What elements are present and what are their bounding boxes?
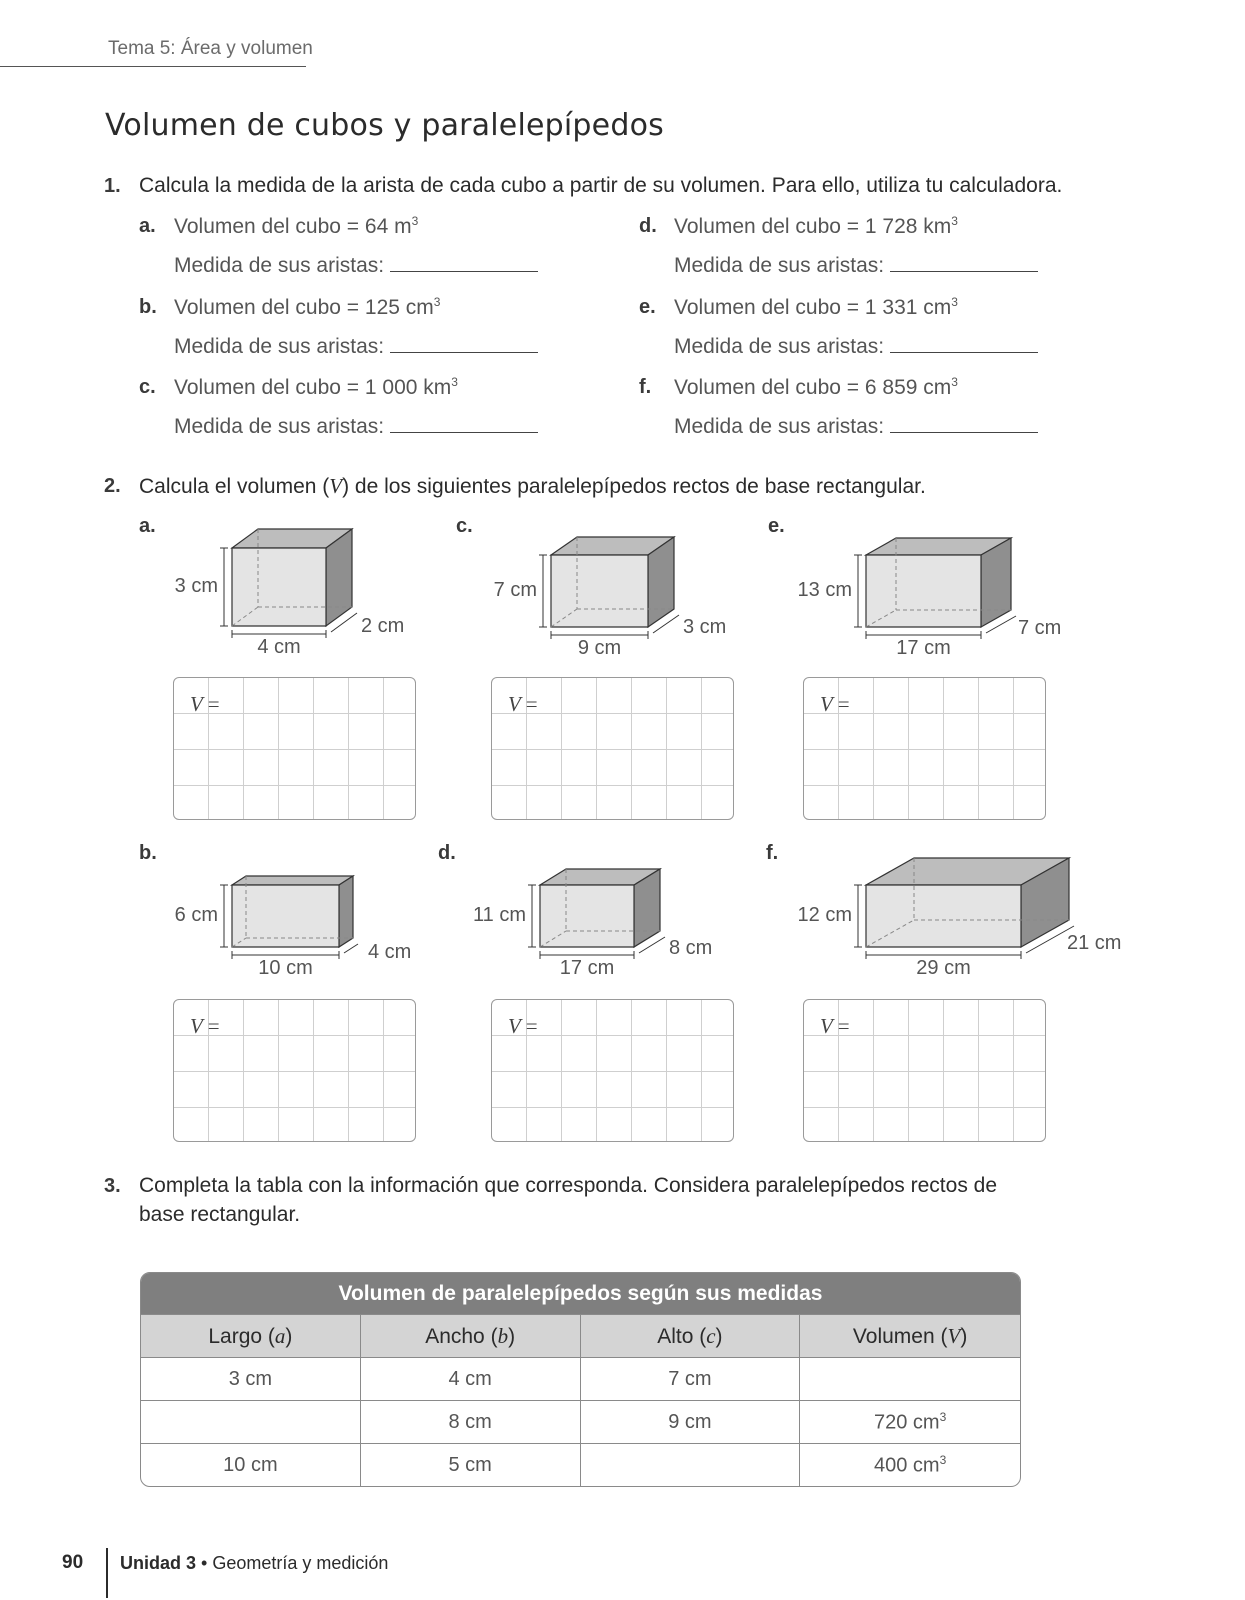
table-column-header: Largo (a) [141, 1314, 361, 1357]
table-cell: 10 cm [141, 1443, 361, 1486]
volume-answer-grid[interactable] [491, 677, 734, 820]
answer-blank-line[interactable] [890, 270, 1038, 272]
q1-item-letter: b. [139, 296, 157, 318]
table-cell: 4 cm [361, 1357, 581, 1400]
answer-blank-line[interactable] [390, 351, 538, 353]
volume-answer-grid[interactable] [803, 999, 1046, 1142]
depth-label: 2 cm [361, 614, 405, 637]
q1-item-letter: d. [639, 215, 657, 237]
depth-label: 8 cm [669, 937, 713, 959]
length-label: 17 cm [896, 637, 951, 659]
height-label: 13 cm [797, 579, 852, 601]
question-2-number: 2. [104, 475, 121, 497]
length-label: 10 cm [258, 957, 313, 979]
table-cell: 8 cm [361, 1400, 581, 1443]
q2-figure-letter: b. [139, 842, 157, 864]
answer-blank-line[interactable] [890, 431, 1038, 433]
depth-label: 21 cm [1067, 931, 1122, 954]
q1-item-answer: Medida de sus aristas: [174, 254, 538, 278]
footer-unit: Unidad 3 • Geometría y medición [120, 1553, 389, 1573]
length-label: 4 cm [257, 636, 301, 658]
q1-item-volume: Volumen del cubo = 1 728 $km^3$ [674, 214, 958, 238]
header-rule [0, 66, 306, 67]
volume-label: V = [820, 1014, 850, 1038]
topic-header: Tema 5: Área y volumen [108, 38, 313, 59]
table-cell-blank[interactable] [581, 1443, 801, 1486]
depth-dimension-line [344, 944, 358, 953]
volume-label: V = [190, 692, 220, 716]
q1-item-volume: Volumen del cubo = 1 331 $cm^3$ [674, 295, 958, 319]
prism-top-face [232, 876, 353, 885]
q1-item-answer: Medida de sus aristas: [174, 335, 538, 359]
q1-item-letter: c. [139, 376, 156, 398]
table-cell-blank[interactable] [141, 1400, 361, 1443]
volume-answer-grid[interactable] [491, 999, 734, 1142]
prism-front-face [866, 885, 1021, 947]
question-3-text-line1: Completa la tabla con la información que corresponda. Considera paralelepípedos rectos de [139, 1174, 998, 1197]
volume-label: V = [820, 692, 850, 716]
height-label: 12 cm [797, 904, 852, 926]
page-title: Volumen de cubos y paralelepípedos [105, 108, 664, 143]
page-number: 90 [62, 1552, 84, 1573]
table-cell: 720 $cm^3$ [800, 1400, 1020, 1443]
prism-front-face [540, 885, 634, 947]
question-1-text: Calcula la medida de la arista de cada cubo a partir de su volumen. Para ello, utiliza tu calculadora. [139, 174, 1063, 197]
q1-item-volume: Volumen del cubo = 64 $m^3$ [174, 214, 419, 238]
prism-front-face [232, 548, 326, 626]
q1-item-volume: Volumen del cubo = 1 000 $km^3$ [174, 375, 458, 399]
table-row [141, 1357, 1020, 1400]
table-cell: 400 $cm^3$ [800, 1443, 1020, 1486]
volume-answer-grid[interactable] [173, 999, 416, 1142]
q2-figure-letter: a. [139, 515, 156, 537]
table-column-header: Alto (c) [581, 1314, 801, 1357]
prism-front-face [551, 555, 648, 627]
depth-label: 3 cm [683, 616, 727, 638]
height-label: 7 cm [493, 579, 537, 601]
table-row [141, 1400, 1020, 1443]
depth-label: 4 cm [368, 940, 412, 963]
q2-figure-letter: e. [768, 515, 785, 537]
depth-label: 7 cm [1018, 616, 1062, 639]
table-cell: 7 cm [581, 1357, 801, 1400]
table-cell: 3 cm [141, 1357, 361, 1400]
height-label: 3 cm [174, 575, 218, 597]
q1-item-answer: Medida de sus aristas: [174, 415, 538, 439]
volume-answer-grid[interactable] [803, 677, 1046, 820]
q2-figure-letter: d. [438, 842, 456, 864]
volume-answer-grid[interactable] [173, 677, 416, 820]
table-column-header: Volumen (V) [800, 1314, 1020, 1357]
q1-item-letter: f. [639, 376, 652, 398]
q1-item-answer: Medida de sus aristas: [674, 415, 1038, 439]
table-row [141, 1443, 1020, 1486]
table-cell: 9 cm [581, 1400, 801, 1443]
volume-label: V = [190, 1014, 220, 1038]
table-cell-blank[interactable] [800, 1357, 1020, 1400]
q1-item-answer: Medida de sus aristas: [674, 254, 1038, 278]
q2-figure-letter: f. [766, 842, 779, 864]
q2-figure-letter: c. [456, 515, 473, 537]
prism-front-face [866, 555, 981, 627]
question-2-text: Calcula el volumen (V) de los siguientes paralelepípedos rectos de base rectangular. [139, 474, 926, 498]
table-caption: Volumen de paralelepípedos según sus medidas [141, 1273, 1020, 1314]
q1-item-answer: Medida de sus aristas: [674, 335, 1038, 359]
volume-table [140, 1272, 1021, 1487]
volume-label: V = [508, 1014, 538, 1038]
volume-label: V = [508, 692, 538, 716]
answer-blank-line[interactable] [390, 431, 538, 433]
q1-item-letter: a. [139, 215, 156, 237]
height-label: 11 cm [473, 904, 526, 926]
q1-item-letter: e. [639, 296, 656, 318]
answer-blank-line[interactable] [890, 351, 1038, 353]
question-3-text-line2: base rectangular. [139, 1203, 301, 1226]
question-1-number: 1. [104, 175, 121, 197]
footer-divider [106, 1548, 108, 1598]
question-3-number: 3. [104, 1175, 121, 1197]
length-label: 9 cm [577, 637, 622, 659]
height-label: 6 cm [174, 904, 218, 926]
length-label: 29 cm [916, 957, 971, 979]
q1-item-volume: Volumen del cubo = 6 859 $cm^3$ [674, 375, 958, 399]
table-cell: 5 cm [361, 1443, 581, 1486]
q1-item-volume: Volumen del cubo = 125 $cm^3$ [174, 295, 441, 319]
length-label: 17 cm [559, 957, 615, 979]
answer-blank-line[interactable] [390, 270, 538, 272]
prism-side-face [339, 876, 353, 947]
table-column-header: Ancho (b) [361, 1314, 581, 1357]
